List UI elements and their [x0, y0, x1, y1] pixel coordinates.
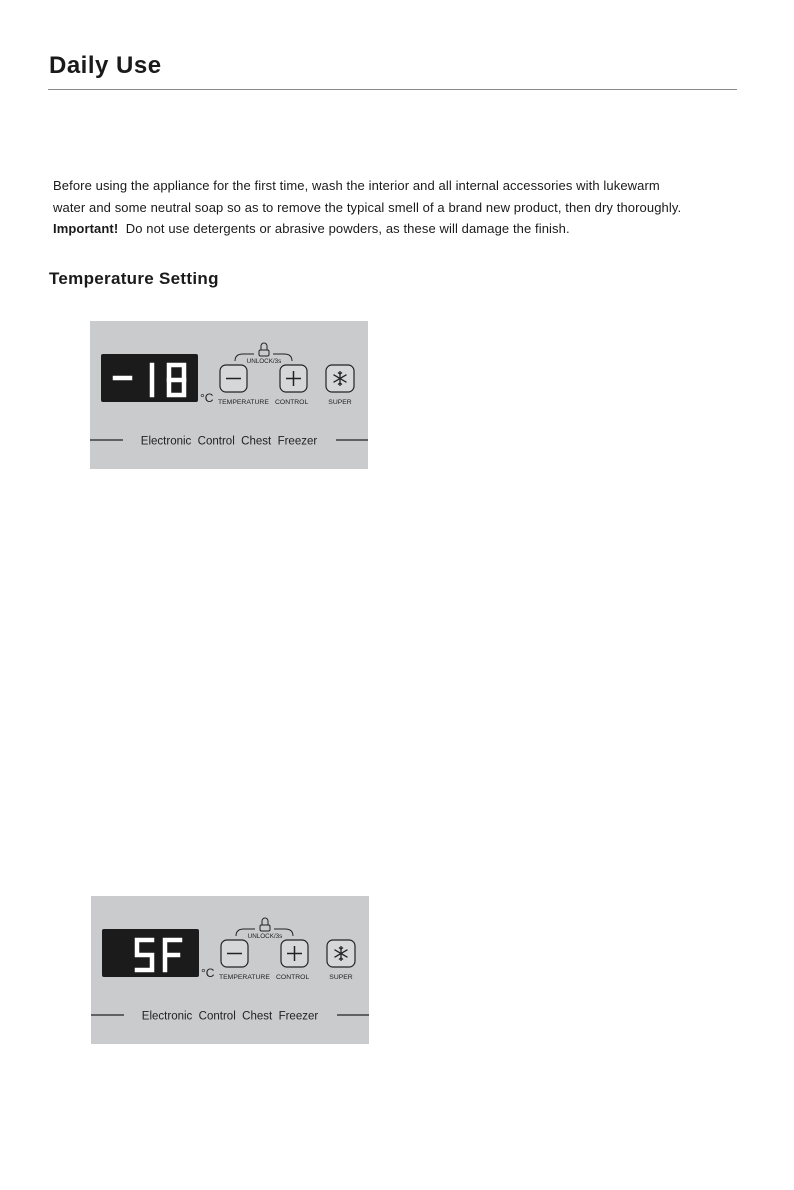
- panel-footer-title: Electronic Control Chest Freezer: [141, 1010, 319, 1023]
- unit-label: °C: [200, 391, 214, 405]
- control-panel-2: [91, 896, 369, 1044]
- unlock-label: UNLOCK/3s: [246, 358, 282, 365]
- super-label: SUPER: [329, 974, 353, 981]
- super-button[interactable]: [327, 940, 355, 967]
- title-divider: [48, 89, 737, 90]
- temperature-minus-button[interactable]: [221, 940, 248, 967]
- important-label: Important!: [53, 221, 119, 236]
- super-button[interactable]: [326, 365, 354, 392]
- temperature-label: TEMPERATURE: [219, 974, 270, 981]
- temperature-minus-button[interactable]: [220, 365, 247, 392]
- temperature-label: TEMPERATURE: [218, 399, 269, 406]
- important-text: Do not use detergents or abrasive powders, as these will damage the finish.: [125, 221, 570, 236]
- unit-label: °C: [201, 966, 215, 980]
- lock-icon: [259, 343, 269, 356]
- control-label: CONTROL: [275, 399, 309, 406]
- intro-line-2: water and some neutral soap so as to remove the typical smell of a brand new product, then dry thoroughly.: [53, 199, 682, 215]
- super-label: SUPER: [328, 399, 352, 406]
- control-panel-1: [90, 321, 368, 469]
- control-label: CONTROL: [276, 974, 310, 981]
- unlock-label: UNLOCK/3s: [247, 933, 283, 940]
- temperature-plus-button[interactable]: [280, 365, 307, 392]
- panel-footer-title: Electronic Control Chest Freezer: [140, 435, 318, 448]
- section-heading: Temperature Setting: [49, 269, 219, 288]
- intro-paragraph: [53, 175, 753, 240]
- lock-icon: [260, 918, 270, 931]
- intro-line-3: [53, 218, 753, 240]
- page-title: Daily Use: [49, 52, 162, 79]
- temperature-plus-button[interactable]: [281, 940, 308, 967]
- intro-line-1: Before using the appliance for the first time, wash the interior and all internal accessories with lukewarm: [53, 178, 660, 193]
